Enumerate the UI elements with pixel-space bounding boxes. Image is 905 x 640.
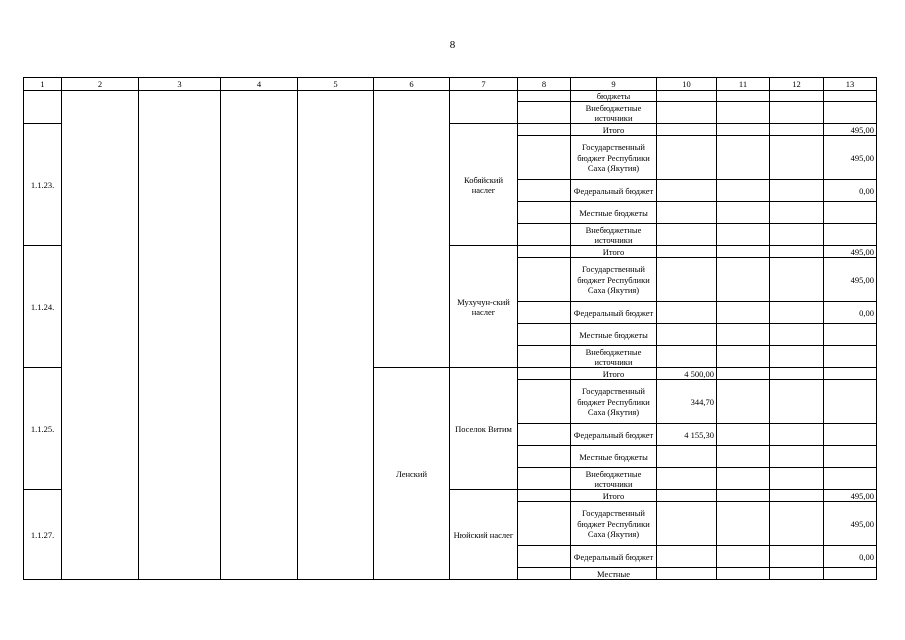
- cell-col12: [770, 380, 824, 424]
- cell-col11: [717, 446, 770, 468]
- funding-source: Федеральный бюджет: [571, 546, 657, 568]
- cell-col11: [717, 258, 770, 302]
- cell-col12: [770, 124, 824, 136]
- cell-col8: [518, 102, 571, 124]
- cell-col12: [770, 368, 824, 380]
- value-col10: 4 155,30: [657, 424, 717, 446]
- cell-col11: [717, 568, 770, 580]
- value-col10: [657, 568, 717, 580]
- cell-col11: [717, 368, 770, 380]
- cell-col11: [717, 546, 770, 568]
- table-row: [24, 91, 877, 102]
- cell-col4: [221, 91, 298, 580]
- cell-col11: [717, 124, 770, 136]
- funding-source: Местные: [571, 568, 657, 580]
- cell-col8: [518, 202, 571, 224]
- cell-col12: [770, 346, 824, 368]
- cell-col11: [717, 424, 770, 446]
- cell-col12: [770, 91, 824, 102]
- cell-col12: [770, 502, 824, 546]
- value-col10: [657, 302, 717, 324]
- value-col13: 495,00: [824, 246, 877, 258]
- cell-col8: [518, 246, 571, 258]
- cell-col12: [770, 446, 824, 468]
- item-code: 1.1.25.: [24, 368, 62, 490]
- value-col13: [824, 568, 877, 580]
- cell-col2: [62, 91, 139, 580]
- value-col10: [657, 258, 717, 302]
- cell-col1: [24, 91, 62, 124]
- funding-source: Итого: [571, 368, 657, 380]
- value-col13: [824, 102, 877, 124]
- column-header: 3: [139, 78, 221, 91]
- value-col13: [824, 368, 877, 380]
- funding-source: Внебюджетные источники: [571, 468, 657, 490]
- cell-col11: [717, 246, 770, 258]
- value-col13: [824, 346, 877, 368]
- funding-source: Государственный бюджет Республики Саха (Якутия): [571, 136, 657, 180]
- funding-source: бюджеты: [571, 91, 657, 102]
- cell-col8: [518, 302, 571, 324]
- value-col10: 4 500,00: [657, 368, 717, 380]
- cell-col12: [770, 468, 824, 490]
- column-header: 7: [450, 78, 518, 91]
- funding-source: Итого: [571, 490, 657, 502]
- value-col10: [657, 91, 717, 102]
- column-header: 6: [374, 78, 450, 91]
- column-header: 9: [571, 78, 657, 91]
- value-col13: 0,00: [824, 546, 877, 568]
- cell-col8: [518, 324, 571, 346]
- cell-col11: [717, 468, 770, 490]
- cell-col12: [770, 490, 824, 502]
- value-col10: [657, 546, 717, 568]
- cell-col6: [374, 91, 450, 368]
- value-col13: 0,00: [824, 180, 877, 202]
- cell-col8: [518, 224, 571, 246]
- district-name: Ленский: [374, 368, 450, 580]
- cell-col11: [717, 91, 770, 102]
- value-col10: [657, 324, 717, 346]
- value-col10: [657, 246, 717, 258]
- cell-col11: [717, 136, 770, 180]
- funding-source: Федеральный бюджет: [571, 302, 657, 324]
- value-col13: [824, 380, 877, 424]
- cell-col11: [717, 324, 770, 346]
- cell-col8: [518, 424, 571, 446]
- column-header: 1: [24, 78, 62, 91]
- item-code: 1.1.27.: [24, 490, 62, 580]
- cell-col3: [139, 91, 221, 580]
- value-col10: [657, 202, 717, 224]
- header-row: [24, 78, 877, 91]
- item-code: 1.1.24.: [24, 246, 62, 368]
- cell-col12: [770, 568, 824, 580]
- cell-col12: [770, 136, 824, 180]
- cell-col8: [518, 258, 571, 302]
- cell-col11: [717, 502, 770, 546]
- value-col10: [657, 180, 717, 202]
- funding-source: Местные бюджеты: [571, 202, 657, 224]
- settlement-name: Мухучун-ский наслег: [450, 246, 518, 368]
- cell-col12: [770, 424, 824, 446]
- cell-col7: [450, 91, 518, 124]
- cell-col11: [717, 102, 770, 124]
- column-header: 8: [518, 78, 571, 91]
- cell-col12: [770, 202, 824, 224]
- value-col10: [657, 502, 717, 546]
- funding-source: Итого: [571, 246, 657, 258]
- cell-col12: [770, 180, 824, 202]
- cell-col8: [518, 91, 571, 102]
- value-col13: 495,00: [824, 136, 877, 180]
- value-col10: [657, 468, 717, 490]
- funding-source: Федеральный бюджет: [571, 180, 657, 202]
- funding-source: Внебюджетные источники: [571, 346, 657, 368]
- value-col13: [824, 468, 877, 490]
- cell-col12: [770, 546, 824, 568]
- funding-source: Местные бюджеты: [571, 324, 657, 346]
- cell-col8: [518, 502, 571, 546]
- funding-source: Федеральный бюджет: [571, 424, 657, 446]
- column-header: 12: [770, 78, 824, 91]
- value-col13: 0,00: [824, 302, 877, 324]
- cell-col8: [518, 568, 571, 580]
- cell-col8: [518, 380, 571, 424]
- cell-col11: [717, 202, 770, 224]
- column-header: 13: [824, 78, 877, 91]
- item-code: 1.1.23.: [24, 124, 62, 246]
- settlement-name: Нюйский наслег: [450, 490, 518, 580]
- value-col13: [824, 446, 877, 468]
- value-col10: [657, 446, 717, 468]
- cell-col8: [518, 124, 571, 136]
- cell-col8: [518, 346, 571, 368]
- funding-source: Государственный бюджет Республики Саха (Якутия): [571, 258, 657, 302]
- cell-col12: [770, 302, 824, 324]
- cell-col12: [770, 324, 824, 346]
- cell-col5: [298, 91, 374, 580]
- value-col13: [824, 91, 877, 102]
- cell-col8: [518, 468, 571, 490]
- cell-col11: [717, 302, 770, 324]
- funding-source: Итого: [571, 124, 657, 136]
- value-col10: [657, 490, 717, 502]
- cell-col8: [518, 446, 571, 468]
- budget-table: [23, 77, 877, 580]
- value-col10: [657, 124, 717, 136]
- cell-col12: [770, 102, 824, 124]
- column-header: 5: [298, 78, 374, 91]
- value-col10: [657, 224, 717, 246]
- page-number: 8: [449, 39, 456, 51]
- value-col13: [824, 324, 877, 346]
- value-col13: [824, 424, 877, 446]
- funding-source: Государственный бюджет Республики Саха (Якутия): [571, 380, 657, 424]
- value-col10: [657, 102, 717, 124]
- cell-col11: [717, 380, 770, 424]
- settlement-name: Кобяйский наслег: [450, 124, 518, 246]
- column-header: 11: [717, 78, 770, 91]
- value-col10: [657, 346, 717, 368]
- column-header: 2: [62, 78, 139, 91]
- column-header: 10: [657, 78, 717, 91]
- column-header: 4: [221, 78, 298, 91]
- cell-col11: [717, 224, 770, 246]
- cell-col8: [518, 136, 571, 180]
- value-col13: 495,00: [824, 490, 877, 502]
- funding-source: Государственный бюджет Республики Саха (Якутия): [571, 502, 657, 546]
- funding-source: Местные бюджеты: [571, 446, 657, 468]
- value-col13: 495,00: [824, 502, 877, 546]
- funding-source: Внебюджетные источники: [571, 102, 657, 124]
- value-col13: [824, 202, 877, 224]
- value-col13: 495,00: [824, 258, 877, 302]
- value-col13: 495,00: [824, 124, 877, 136]
- funding-source: Внебюджетные источники: [571, 224, 657, 246]
- cell-col8: [518, 368, 571, 380]
- cell-col11: [717, 490, 770, 502]
- settlement-name: Поселок Витим: [450, 368, 518, 490]
- cell-col11: [717, 346, 770, 368]
- cell-col8: [518, 490, 571, 502]
- value-col13: [824, 224, 877, 246]
- value-col10: 344,70: [657, 380, 717, 424]
- cell-col8: [518, 180, 571, 202]
- cell-col11: [717, 180, 770, 202]
- cell-col12: [770, 224, 824, 246]
- cell-col12: [770, 246, 824, 258]
- cell-col8: [518, 546, 571, 568]
- value-col10: [657, 136, 717, 180]
- cell-col12: [770, 258, 824, 302]
